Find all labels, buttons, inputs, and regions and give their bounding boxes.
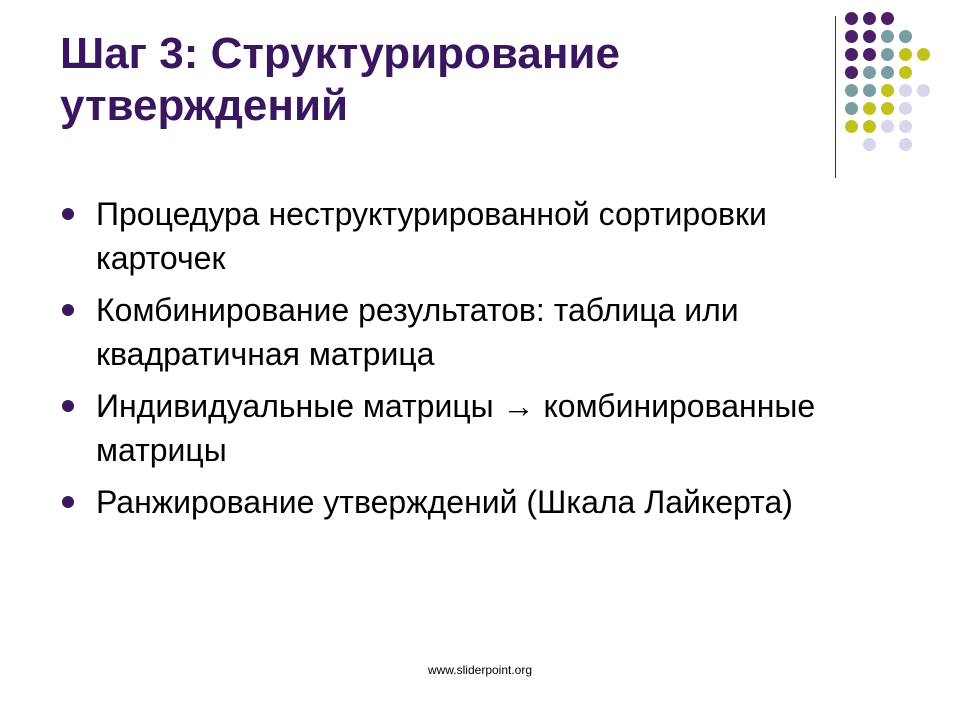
footer-url: www.sliderpoint.org — [427, 663, 533, 677]
bullet-item — [60, 480, 820, 524]
decorative-dot — [845, 48, 858, 61]
bullet-item — [60, 192, 820, 280]
decorative-dot — [863, 120, 876, 133]
bullet-text: Индивидуальные матрицы → комбинированные матрицы — [96, 388, 816, 468]
decorative-dot — [845, 12, 858, 25]
decorative-dot — [881, 48, 894, 61]
vertical-divider — [835, 16, 836, 178]
decorative-dot — [899, 66, 912, 79]
bullet-item — [60, 288, 820, 376]
decorative-dot — [899, 48, 912, 61]
decorative-dot — [899, 30, 912, 43]
decorative-dot — [899, 138, 912, 151]
decorative-dot — [881, 30, 894, 43]
decorative-dot-grid — [845, 12, 945, 162]
decorative-dot — [845, 30, 858, 43]
bullet-dot-icon — [62, 304, 74, 316]
decorative-dot — [863, 30, 876, 43]
bullet-list — [60, 192, 820, 532]
decorative-dot — [845, 84, 858, 97]
decorative-dot — [899, 84, 912, 97]
bullet-item — [60, 384, 820, 472]
decorative-dot — [863, 102, 876, 115]
bullet-dot-icon — [62, 400, 74, 412]
decorative-dot — [899, 120, 912, 133]
bullet-dot-icon — [62, 208, 74, 220]
decorative-dot — [881, 66, 894, 79]
decorative-dot — [899, 102, 912, 115]
decorative-dot — [863, 66, 876, 79]
decorative-dot — [863, 84, 876, 97]
decorative-dot — [917, 84, 930, 97]
decorative-dot — [845, 66, 858, 79]
decorative-dot — [881, 102, 894, 115]
decorative-dot — [881, 84, 894, 97]
bullet-text: Ранжирование утверждений (Шкала Лайкерта) — [96, 484, 793, 520]
decorative-dot — [863, 48, 876, 61]
decorative-dot — [917, 48, 930, 61]
bullet-dot-icon — [62, 496, 74, 508]
decorative-dot — [881, 12, 894, 25]
decorative-dot — [863, 138, 876, 151]
bullet-text: Комбинирование результатов: таблица или квадратичная матрица — [96, 292, 739, 372]
decorative-dot — [881, 120, 894, 133]
decorative-dot — [845, 102, 858, 115]
decorative-dot — [845, 120, 858, 133]
bullet-text: Процедура неструктурированной сортировки карточек — [96, 196, 767, 276]
decorative-dot — [863, 12, 876, 25]
slide-title: Шаг 3: Структурирование утверждений — [60, 29, 620, 130]
